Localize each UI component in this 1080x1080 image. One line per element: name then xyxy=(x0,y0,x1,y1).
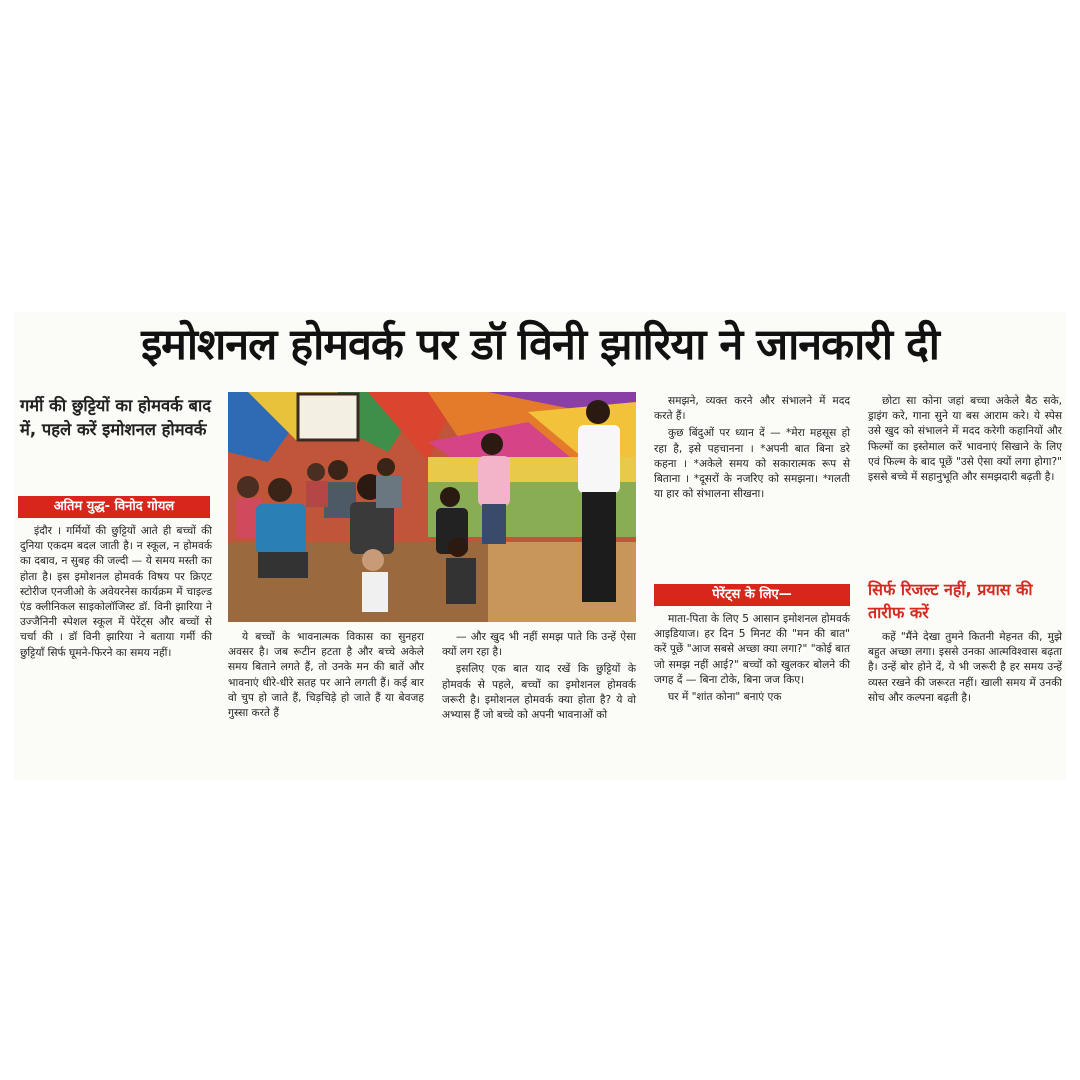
column-1-text: इंदौर । गर्मियों की छुट्टियों आते ही बच्चों की दुनिया एकदम बदल जाती है। न स्कूल, न होमवर्क का दबाव, न सुबह की जल्दी — ये समय मस्ती का होता है। इस इमोशनल होमवर्क विषय पर क्रिएट स्टोरीज एनजीओ के अवेयरनेस कार्यक्रम में चाइल्ड एंड क्लीनिकल साइकोलॉजिस्ट डॉ. विनी झारिया ने उज्जैनिनी स्पेशल स्कूल में पेरेंट्स और बच्चों से चर्चा की । डॉ विनी झारिया ने बताया गर्मी की छुट्टियाँ सिर्फ घूमने-फिरने का समय नहीं। xyxy=(20,525,212,659)
headline: इमोशनल होमवर्क पर डॉ विनी झारिया ने जानकारी दी xyxy=(141,320,939,370)
subheadline: गर्मी की छुट्टियों का होमवर्क बाद में, पहले करें इमोशनल होमवर्क xyxy=(20,396,211,439)
article-photo xyxy=(228,392,636,622)
column-2-text: ये बच्चों के भावनात्मक विकास का सुनहरा अवसर है। जब रूटीन हटता है और बच्चे अकेले समय बिताने लगते हैं, तो उनके मन की बातें और भावनाएं धीरे-धीरे सतह पर आने लगती हैं। कई बार वो चुप हो जाते हैं, चिड़चिड़े हो जाते हैं या बेवजह गुस्सा करते हैं xyxy=(228,631,424,720)
newspaper-clipping xyxy=(14,312,1066,780)
column-5-lower xyxy=(868,630,1062,708)
classroom-photo-illustration xyxy=(228,392,636,622)
effort-praise-subhead: सिर्फ रिजल्ट नहीं, प्रयास की तारीफ करें xyxy=(868,580,1033,622)
column-3-text-2: इसलिए एक बात याद रखें कि छुट्टियों के होमवर्क से पहले, बच्चों का इमोशनल होमवर्क जरूरी है। इमोशनल होमवर्क क्या होता है? ये वो अभ्यास हैं जो बच्चे को अपनी भावनाओं को xyxy=(442,663,636,722)
column-2 xyxy=(228,630,424,723)
column-5 xyxy=(868,394,1062,487)
column-1 xyxy=(20,524,212,663)
column-4-tips: कुछ बिंदुओं पर ध्यान दें — *मेरा महसूस हो रहा है, इसे पहचानना । *अपनी बात बिना डरे कहना । *अकेले समय को सकारात्मक रूप से बिताना । *दूसरों के नजरिए को समझना। *गलती या हार को संभालना सीखना। xyxy=(654,427,850,501)
column-5-text: छोटा सा कोना जहां बच्चा अकेले बैठ सके, ड्राइंग करे, गाना सुने या बस आराम करे। ये स्पेस उसे खुद को संभालने में मदद करेगी कहानियों और फिल्मों का इस्तेमाल करें भावनाएं सिखाने के लिए एवं फिल्म के बाद पूछें "उसे ऐसा क्यों लगा होगा?" इससे बच्चे में सहानुभूति और समझदारी बढ़ती है। xyxy=(868,395,1062,484)
column-3-text: — और खुद भी नहीं समझ पाते कि उन्हें ऐसा क्यों लग रहा है। xyxy=(442,631,636,659)
column-4 xyxy=(654,394,850,504)
column-5-bottom-text: कहें "मैंने देखा तुमने कितनी मेहनत की, मुझे बहुत अच्छा लगा। इससे उनका आत्मविश्वास बढ़ता है। उन्हें बोर होने दें, ये भी जरूरी है हर समय उन्हें व्यस्त रखने की जरूरत नहीं। खाली समय में उनकी सोच और कल्पना बढ़ती है। xyxy=(868,631,1062,704)
column-4-parents-text: माता-पिता के लिए 5 आसान इमोशनल होमवर्क आइडियाज। हर दिन 5 मिनट की "मन की बात" करें पूछें "आज सबसे अच्छा क्या लगा?" "कोई बात जो समझ नहीं आई?" बच्चों को खुलकर बोलने की जगह दें — बिना टोके, बिना जज किए। xyxy=(654,613,850,686)
column-4-last-line: घर में "शांत कोना" बनाएं एक xyxy=(668,691,782,704)
parents-section-bar: पेरेंट्स के लिए— xyxy=(654,584,850,606)
byline-bar: अतिम युद्ध- विनोद गोयल xyxy=(18,496,210,518)
column-4-lower xyxy=(654,612,850,707)
column-3 xyxy=(442,630,636,725)
column-4-intro: समझने, व्यक्त करने और संभालने में मदद करते हैं। xyxy=(654,395,850,423)
